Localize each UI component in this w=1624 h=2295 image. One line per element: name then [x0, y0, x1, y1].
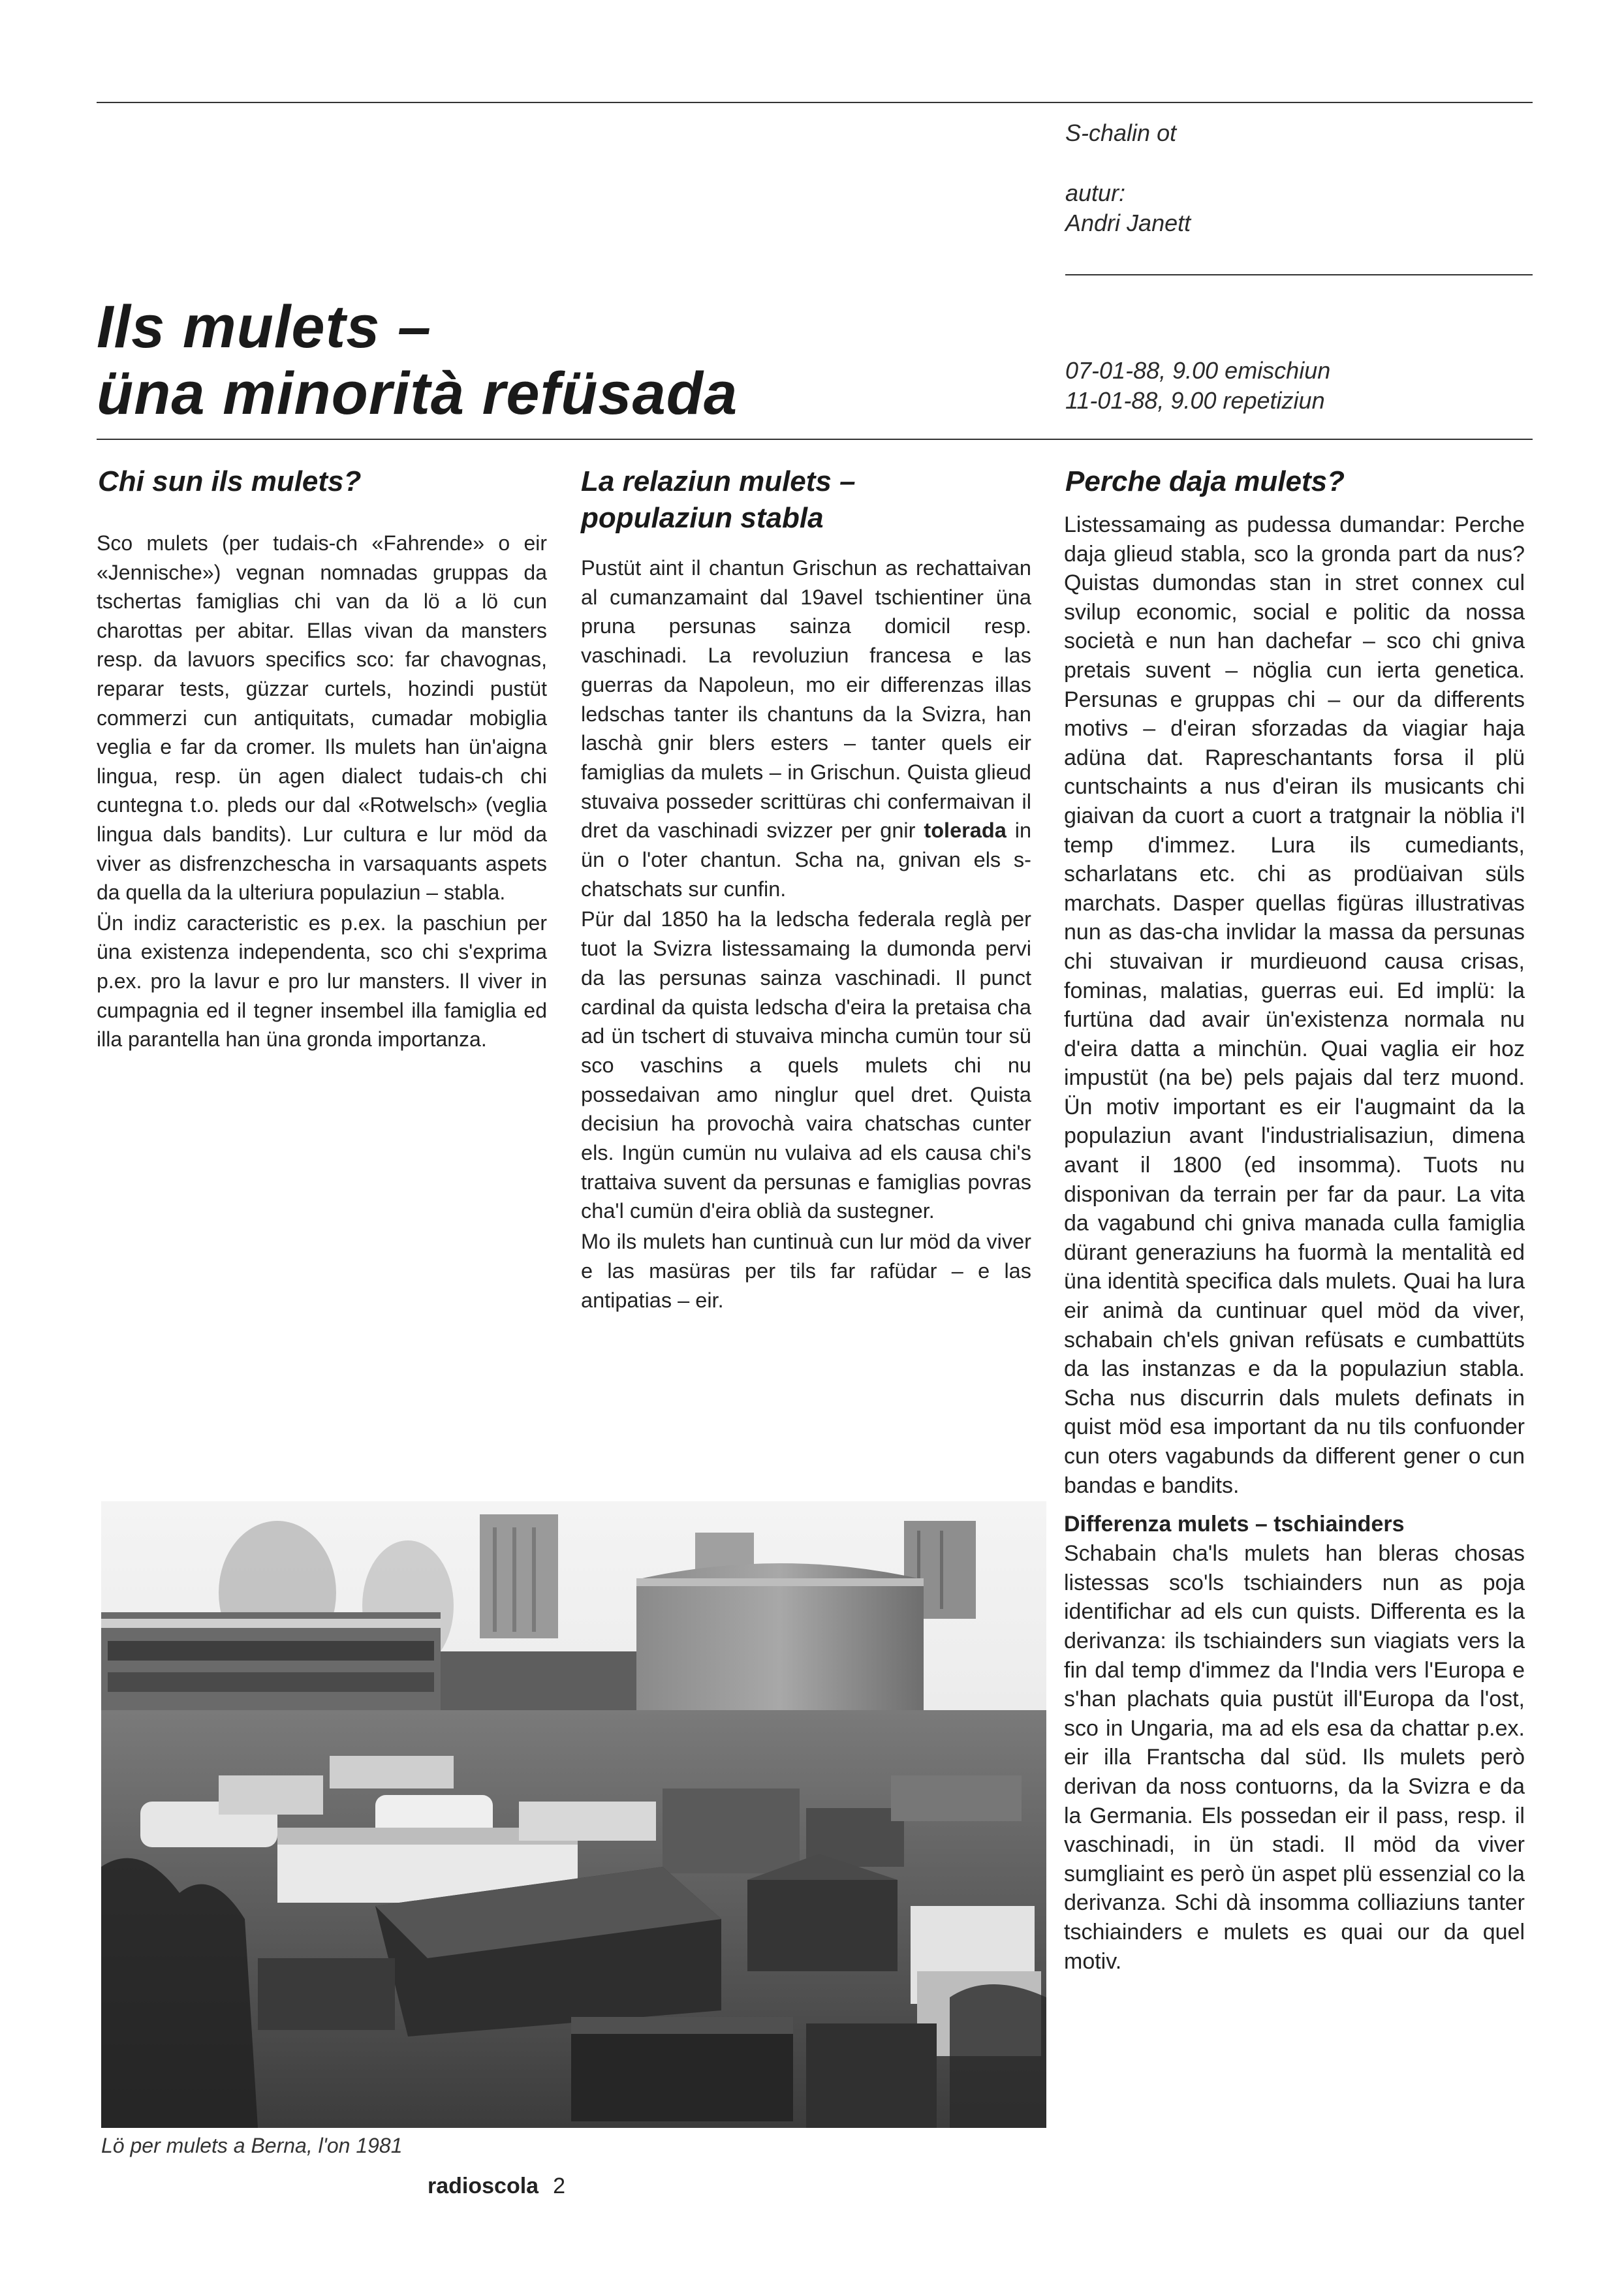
program-name: S-chalin ot — [1065, 119, 1177, 146]
broadcast-date: 07-01-88, 9.00 emischiun — [1065, 357, 1331, 384]
repeat-date: 11-01-88, 9.00 repetiziun — [1065, 387, 1325, 414]
author-name: Andri Janett — [1065, 210, 1191, 236]
col3-subheading: Differenza mulets – tschiainders — [1064, 1512, 1405, 1537]
top-rule — [97, 102, 1533, 103]
col3-heading-text: Perche daja mulets? — [1065, 465, 1345, 497]
title-rule — [97, 439, 1533, 440]
col2-paragraph-3: Mo ils mulets han cuntinuà cun lur möd da viver e las masüras per tils far rafüdar – e las antipatias – eir. — [581, 1230, 1031, 1312]
col3-paragraph-1: Listessamaing as pudessa dumandar: Perche daja glieud stabla, sco la gronda part da nus? Quistas dumondas stan in stret connex cul svilup economic, social e politic da nossa società e nun han dachefar – sco chi gniva pretais suvent – nöglia cun ierta genetica. Persunas e gruppas chi – our da differents motivs – d'eiran sforzadas da viagiar haja adüna dat. Rapreschantants forsa il plü cuntschaints a nus d'eiran ils musicants chi giaivan da cuort a cuort a tratgnair la nöblia i'l temp d'immez. Lura ils cumediants, scharlatans etc. chi as prodüaivan süls marchats. Dasper quellas figüras illustrativas nun as das-cha invlidar la massa da persunas chi stuvaivan ir murdieuond causa crisas, fominas, malatias, guerras eui. Ed implü: la furtüna dad avair ün'existenza normala nu d'eira datta a minchün. Quai vaglia eir hoz impustüt (na be) pels pajais dal terz muond. Ün motiv important es eir l'augmaint da la populaziun avant l'industrialisaziun, dimena avant il 1800 (ed insomma). Tuots nu disponivan da terrain per far da paur. La vita da vagabund chi gniva manada culla famiglia dürant generaziuns ha fuormà la mentalità ed üna identità specifica dals mulets. Quai ha lura eir animà da cuntinuar quel möd da viver, schabain ch'els gnivan refüsats e cumbattüts da las instanzas e da la populaziun stabla. Scha nus discurrin dals mulets definats in quist möd esa important da nu tils confuonder cun oters vagabunds da different gener o cun bandas e bandits. — [1064, 512, 1525, 1498]
camp-photograph — [101, 1501, 1046, 2128]
col2-paragraph-1-text-a: Pustüt aint il chantun Grischun as rechattaivan al cumanzamaint dal 19avel tschientiner üna pruna persunas sainza domicil resp. vaschinadi. La revoluziun francesa e las guerras da Napoleun, mo eir differenzas illas ledschas tanter ils chantuns da la Svizra, han laschà gnir blers esters – tanter quels eir famiglias da mulets – in Grischun. Quista glieud stuvaiva posseder scrittüras chi confermaivan il dret da vaschinadi svizzer per gnir — [581, 556, 1031, 843]
col2-emphasis-tolerada: tolerada — [924, 819, 1007, 843]
photo-caption: Lö per mulets a Berna, l'on 1981 — [101, 2134, 403, 2157]
col1-body — [97, 529, 547, 1055]
col1-heading-text: Chi sun ils mulets? — [98, 465, 362, 497]
col2-heading-line-1: La relaziun mulets – — [581, 465, 856, 497]
col3-paragraph-2: Schabain cha'ls mulets han bleras chosas listessas sco'ls tschiainders nun as poja identifichar ad els cun quists. Differenta es la derivanza: ils tschiainders sun viagiats vers la fin dal temp d'immez da l'India vers l'Europa e s'han plachats quia pustüt ill'Europa da l'ost, sco in Ungaria, ma ad els esa da chattar p.ex. eir illa Frantscha dal süd. Ils mulets però derivan da noss contuorns, da la Svizra e da la Germania. Els possedan eir il pass, resp. il vaschinadi, in ün stadi. Il möd da viver sumgliaint es però ün aspet plü essenzial co la derivanza. Schi dà insomma colliaziuns tanter tschiainders e mulets es quai our da quel motiv. — [1064, 1541, 1525, 1974]
author-rule — [1065, 274, 1533, 275]
article-title — [97, 294, 958, 427]
col1-paragraph-2: Ün indiz caracteristic es p.ex. la paschiun per üna existenza independenta, sco chi s'exprima p.ex. pro la lavur e pro lur mansters. Il viver in cumpagnia ed il tegner insembel illa famiglia ed illa parantella han üna gronda importanza. — [97, 911, 547, 1052]
col3-body — [1064, 510, 1525, 1977]
page-footer — [428, 2172, 565, 2200]
col2-paragraph-1 — [581, 554, 1031, 903]
publication-name: radioscola — [428, 2174, 539, 2198]
col1-heading — [98, 463, 361, 500]
camp-photo-illustration — [101, 1501, 1046, 2128]
page-number: 2 — [553, 2174, 565, 2198]
author-label: autur: — [1065, 180, 1126, 206]
col3-heading — [1065, 463, 1345, 500]
col2-heading — [581, 463, 856, 537]
col2-body — [581, 554, 1031, 1316]
col2-paragraph-2: Pür dal 1850 ha la ledscha federala reglà per tuot la Svizra listessamaing la dumonda pervi da las persunas sainza vaschinadi. Il punct cardinal da quista ledscha d'eira la pretaisa cha ad ün tschert di stuvaiva mincha cumün tour sü sco vaschins a quels mulets chi nu possedaivan amo ninglur quel dret. Quista decisiun ha provochà vaira chatschas cunter els. Ingün cumün nu vulaiva ad els causa chi's trattaiva suvent da persunas e famiglias povras cha'l cumün d'eira oblià da sustegner. — [581, 907, 1031, 1223]
col1-paragraph-1: Sco mulets (per tudais-ch «Fahrende» o eir «Jennische») vegnan nomnadas gruppas da tschertas famiglias chi van da lö a lö cun charottas per abitar. Ellas vivan da mansters resp. da lavuors specifics sco: far chavognas, reparar tests, güzzar curtels, hozindi pustüt commerzi cun antiquitats, cumadar mobiglia veglia e far da cromer. Ils mulets han ün'aigna lingua, resp. ün agen dialect tudais-ch chi cuntegna t.o. pleds our dal «Rotwelsch» (veglia lingua dals bandits). Lur cultura e lur möd da viver as disfrenzchescha in varsaquants aspets da quella da la ulteriura populaziun – stabla. — [97, 531, 547, 905]
col2-heading-line-2: populaziun stabla — [581, 502, 824, 534]
col2-paragraph-1-text-b: in ün o l'oter chantun. Scha na, gnivan els s-chatschats sur cunfin. — [581, 819, 1032, 901]
title-line-2: üna minorità refüsada — [97, 360, 738, 427]
title-line-1: Ils mulets – — [97, 294, 432, 360]
